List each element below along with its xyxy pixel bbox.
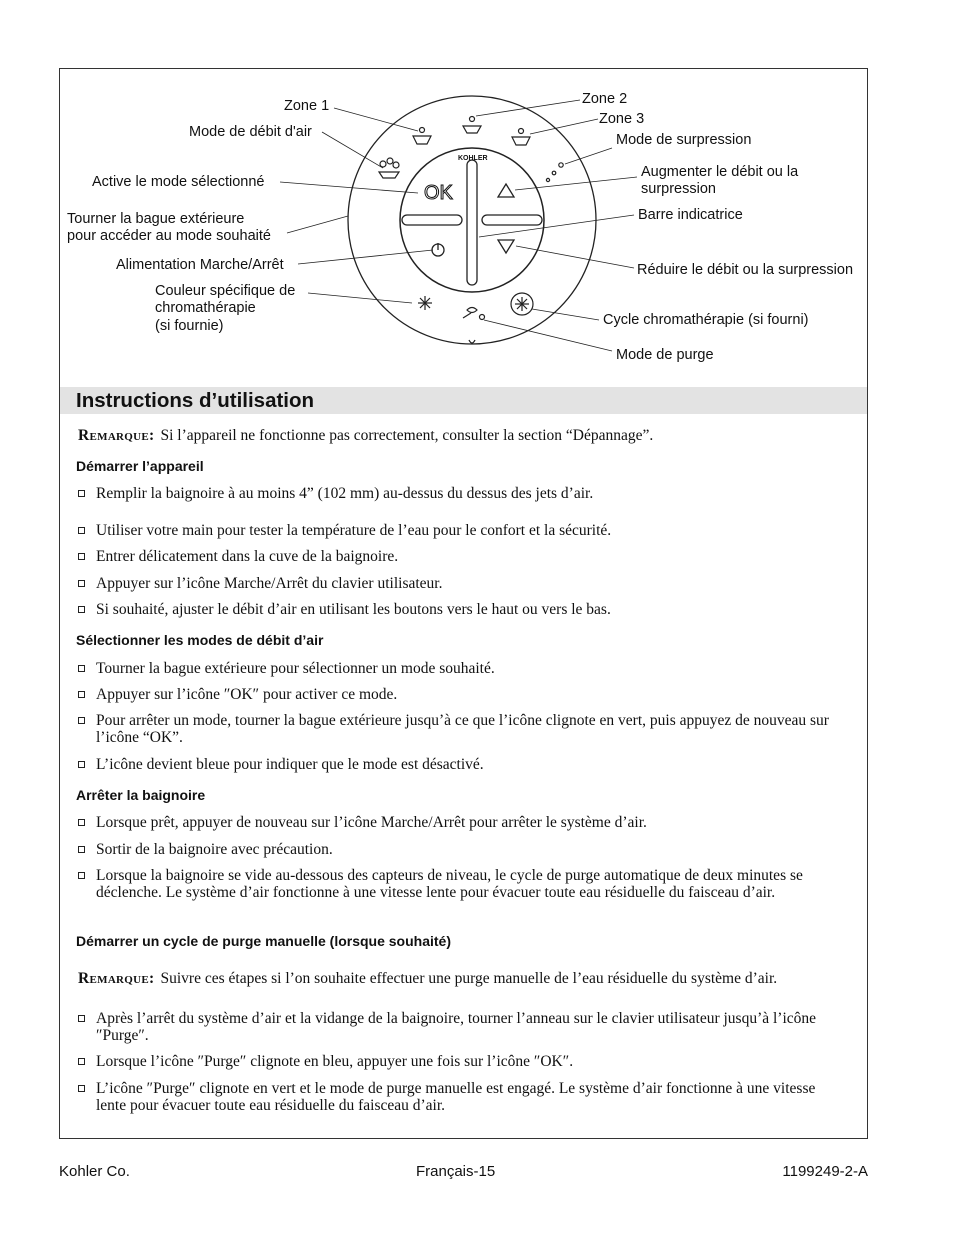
list-item: Entrer délicatement dans la cuve de la baignoire.	[78, 548, 848, 565]
note-lead: Remarque:	[78, 970, 155, 987]
list-item: Lorsque l’icône ″Purge″ clignote en bleu, appuyer une fois sur l’icône ″OK″.	[78, 1053, 848, 1070]
ok-label: OK	[424, 182, 453, 204]
list-item: Lorsque la baignoire se vide au-dessous des capteurs de niveau, le cycle de purge automatique de deux minutes se déclenche. Le système d’air fonctionne à une vitesse lente pour évacuer toute eau résiduelle du faisceau d’air.	[78, 867, 848, 901]
label-ring-1: Tourner la bague extérieure	[67, 211, 245, 227]
up-arrow-icon	[498, 184, 514, 197]
vertical-indicator-bar	[467, 160, 477, 285]
checkbox-square-icon	[78, 1015, 85, 1022]
list-item: L’icône devient bleue pour indiquer que le mode est désactivé.	[78, 756, 848, 773]
footer-document-number: 1199249-2-A	[782, 1163, 868, 1180]
label-chromo-cycle: Cycle chromathérapie (si fourni)	[603, 312, 809, 328]
note-text: Suivre ces étapes si l’on souhaite effectuer une purge manuelle de l’eau résiduelle du système d’air.	[160, 970, 778, 987]
leader-zone3	[530, 119, 598, 134]
note-remarque	[78, 427, 653, 444]
down-arrow-icon	[498, 240, 514, 253]
checkbox-square-icon	[78, 819, 85, 826]
section-title: Instructions d’utilisation	[76, 389, 315, 412]
label-purge: Mode de purge	[616, 347, 714, 363]
keypad-face	[400, 148, 544, 292]
leader-indicator	[479, 215, 634, 237]
label-power: Alimentation Marche/Arrêt	[116, 257, 284, 273]
checkbox-square-icon	[78, 665, 85, 672]
leader-ring	[287, 216, 348, 233]
list-item: Tourner la bague extérieure pour sélectionner un mode souhaité.	[78, 660, 848, 677]
list-item: Sortir de la baignoire avec précaution.	[78, 841, 848, 858]
checkbox-square-icon	[78, 490, 85, 497]
leader-zone2	[476, 100, 580, 116]
list-item: Lorsque prêt, appuyer de nouveau sur l’icône Marche/Arrêt pour arrêter le système d’air.	[78, 814, 848, 831]
left-bar	[402, 215, 462, 225]
subheading-start: Démarrer l’appareil	[76, 458, 204, 474]
checkbox-square-icon	[78, 527, 85, 534]
leader-surge	[565, 148, 612, 164]
checkbox-square-icon	[78, 846, 85, 853]
subheading-select: Sélectionner les modes de débit d’air	[76, 632, 324, 648]
checkbox-square-icon	[78, 1058, 85, 1065]
label-decrease: Réduire le débit ou la surpression	[637, 262, 854, 278]
list-item: Si souhaité, ajuster le débit d’air en utilisant les boutons vers le haut ou vers le bas.	[78, 601, 848, 618]
leader-chromo-cycle	[532, 309, 599, 320]
subheading-stop: Arrêter la baignoire	[76, 787, 206, 803]
checkbox-square-icon	[78, 553, 85, 560]
checkbox-square-icon	[78, 691, 85, 698]
label-air-mode: Mode de débit d'air	[189, 124, 312, 140]
purge-icon	[463, 308, 485, 320]
footer-company: Kohler Co.	[59, 1163, 130, 1180]
note-lead: Remarque:	[78, 427, 155, 444]
checkbox-square-icon	[78, 1085, 85, 1092]
note-text: Si l’appareil ne fonctionne pas correctement, consulter la section “Dépannage”.	[160, 427, 654, 444]
label-increase-2: surpression	[641, 181, 716, 197]
leader-activate	[280, 182, 418, 193]
zone3-icon	[512, 129, 530, 146]
leader-air-mode	[322, 132, 383, 168]
leader-purge	[484, 320, 612, 351]
label-ring-2: pour accéder au mode souhaité	[67, 228, 271, 244]
label-activate: Active le mode sélectionné	[92, 174, 265, 190]
air-flow-icon	[379, 158, 399, 178]
footer-page-number: Français-15	[416, 1163, 496, 1180]
list-item: Après l’arrêt du système d’air et la vidange de la baignoire, tourner l’anneau sur le clavier utilisateur jusqu’à l’icône ″Purge″.	[78, 1010, 848, 1044]
right-bar	[482, 215, 542, 225]
checkbox-square-icon	[78, 580, 85, 587]
label-zone3: Zone 3	[599, 111, 645, 127]
label-increase-1: Augmenter le débit ou la	[641, 164, 799, 180]
label-zone1: Zone 1	[284, 98, 330, 114]
label-color-3: (si fournie)	[155, 318, 224, 334]
list-item: Appuyer sur l’icône ″OK″ pour activer ce mode.	[78, 686, 848, 703]
subheading-purge: Démarrer un cycle de purge manuelle (lorsque souhaité)	[76, 933, 451, 949]
label-surge: Mode de surpression	[616, 132, 752, 148]
list-item: Remplir la baignoire à au moins 4” (102 mm) au-dessus du dessus des jets d’air.	[78, 485, 848, 502]
note-purge	[78, 970, 848, 987]
list-item: L’icône ″Purge″ clignote en vert et le mode de purge manuelle est engagé. Le système d’air fonctionne à une vitesse lente pour évacuer toute eau résiduelle du faisceau d’air.	[78, 1080, 848, 1114]
list-item: Utiliser votre main pour tester la température de l’eau pour le confort et la sécurité.	[78, 522, 848, 539]
chromotherapy-color-icon	[418, 296, 432, 310]
chromotherapy-cycle-icon	[511, 293, 533, 315]
label-color-1: Couleur spécifique de	[155, 283, 296, 299]
zone2-icon	[463, 117, 481, 134]
checkbox-square-icon	[78, 717, 85, 724]
label-indicator-bar: Barre indicatrice	[638, 207, 743, 223]
label-color-2: chromathérapie	[155, 300, 256, 316]
list-item: Appuyer sur l’icône Marche/Arrêt du clavier utilisateur.	[78, 575, 848, 592]
label-zone2: Zone 2	[582, 91, 628, 107]
surge-icon	[546, 163, 563, 182]
list-item: Pour arrêter un mode, tourner la bague extérieure jusqu’à ce que l’icône clignote en vert, puis appuyez de nouveau sur l’icône “OK”.	[78, 712, 848, 746]
checkbox-square-icon	[78, 761, 85, 768]
checkbox-square-icon	[78, 872, 85, 879]
leader-zone1	[334, 108, 418, 131]
brand-label: KOHLER	[458, 155, 488, 162]
checkbox-square-icon	[78, 606, 85, 613]
leader-color	[308, 293, 412, 303]
